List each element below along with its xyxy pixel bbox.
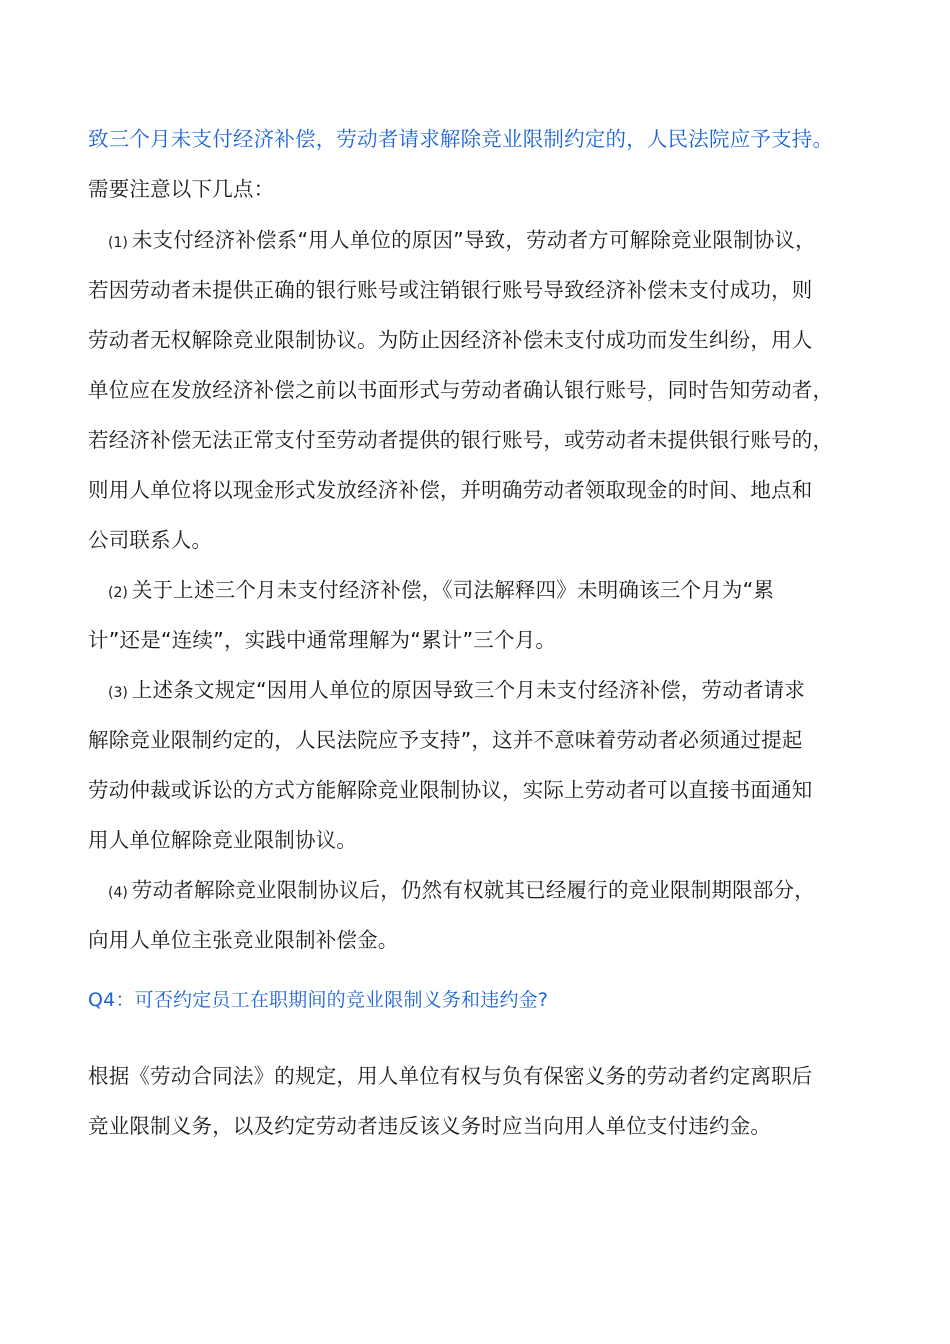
item3-line-3: 用人单位解除竞业限制协议。 (88, 828, 358, 852)
item1-marker: (1) (108, 235, 128, 251)
item1-line-4: 若经济补偿无法正常支付至劳动者提供的银行账号，或劳动者未提供银行账号的， (88, 428, 834, 452)
item2-first-line (108, 576, 774, 607)
item1-line-0: 未支付经济补偿系“用人单位的原因”导致，劳动者方可解除竞业限制协议， (131, 228, 816, 252)
answer-line-1: 竞业限制义务，以及约定劳动者违反该义务时应当向用人单位支付违约金。 (88, 1114, 772, 1138)
item1-first-line (108, 226, 816, 257)
item4-line-0: 劳动者解除竞业限制协议后，仍然有权就其已经履行的竞业限制期限部分， (131, 878, 815, 902)
intro-line: 致三个月未支付经济补偿，劳动者请求解除竞业限制约定的，人民法院应予支持。 (88, 127, 834, 151)
item3-marker: (3) (108, 685, 128, 701)
item1-line-5: 则用人单位将以现金形式发放经济补偿，并明确劳动者领取现金的时间、地点和 (88, 478, 813, 502)
answer-line-0: 根据《劳动合同法》的规定，用人单位有权与负有保密义务的劳动者约定离职后 (88, 1064, 813, 1088)
item1-line-2: 劳动者无权解除竞业限制协议。为防止因经济补偿未支付成功而发生纠纷，用人 (88, 328, 813, 352)
item2-line-0: 关于上述三个月未支付经济补偿，《司法解释四》未明确该三个月为“累 (131, 578, 775, 602)
item2-line-1: 计”还是“连续”，实践中通常理解为“累计”三个月。 (88, 628, 557, 652)
item3-line-1: 解除竞业限制约定的，人民法院应予支持”，这并不意味着劳动者必须通过提起 (88, 728, 803, 752)
item3-line-0: 上述条文规定“因用人单位的原因导致三个月未支付经济补偿，劳动者请求 (131, 678, 806, 702)
q4-heading: Q4：可否约定员工在职期间的竞业限制义务和违约金? (88, 989, 549, 1011)
item2-marker: (2) (108, 585, 128, 601)
item3-first-line (108, 676, 805, 707)
item1-line-1: 若因劳动者未提供正确的银行账号或注销银行账号导致经济补偿未支付成功，则 (88, 278, 813, 302)
item4-first-line (108, 876, 815, 907)
item1-line-3: 单位应在发放经济补偿之前以书面形式与劳动者确认银行账号，同时告知劳动者， (88, 378, 834, 402)
item3-line-2: 劳动仲裁或诉讼的方式方能解除竞业限制协议，实际上劳动者可以直接书面通知 (88, 778, 813, 802)
item4-marker: (4) (108, 885, 128, 901)
item4-line-1: 向用人单位主张竞业限制补偿金。 (88, 928, 399, 952)
item1-line-6: 公司联系人。 (88, 528, 213, 552)
notes-heading: 需要注意以下几点： (88, 177, 275, 201)
